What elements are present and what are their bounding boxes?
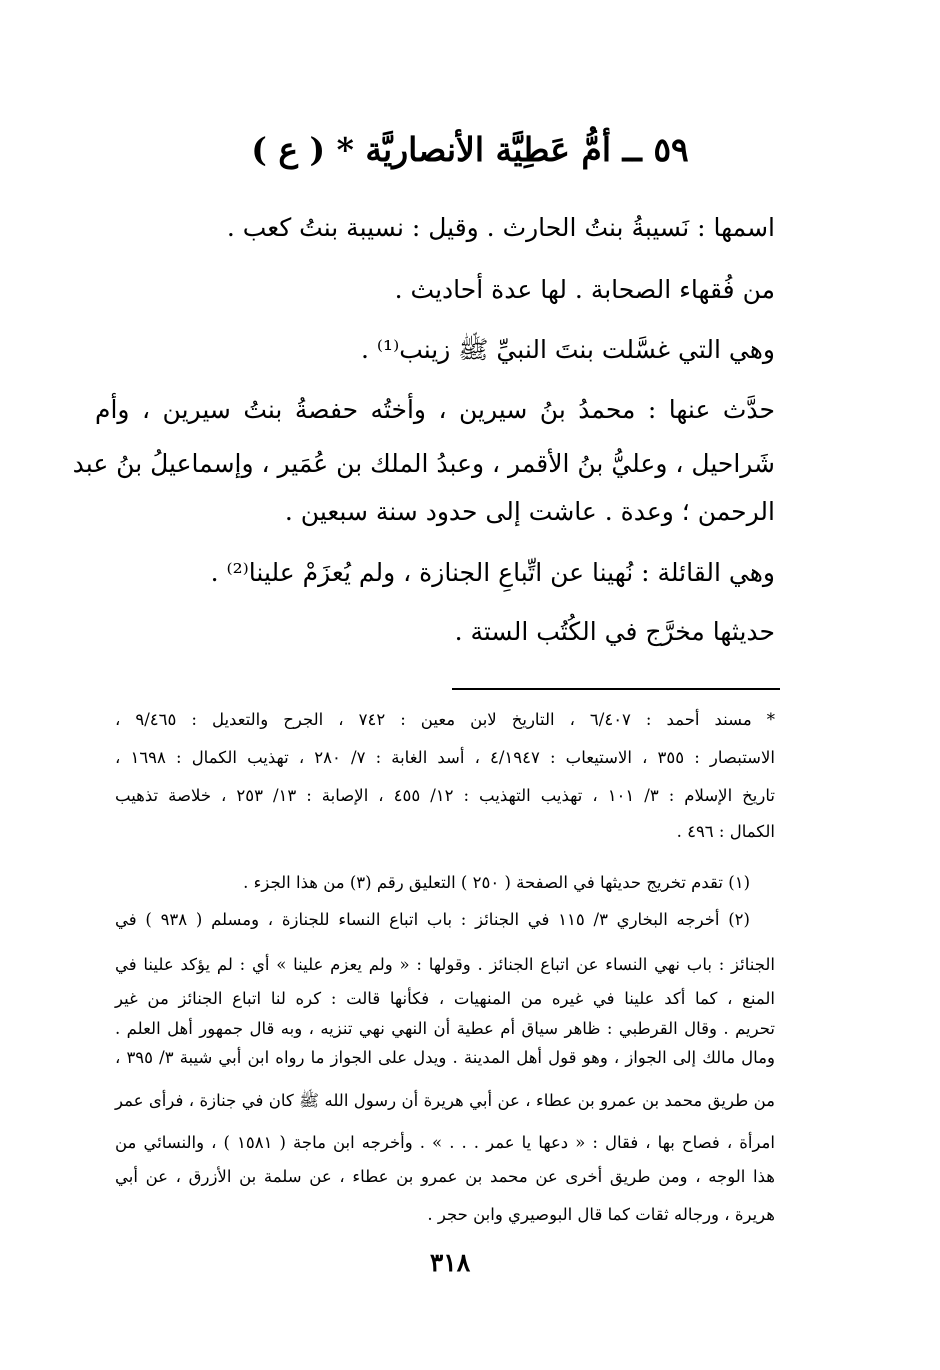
source-note-line: تاريخ الإسلام : ٣/ ١٠١ ، تهذيب التهذيب : ١٢/ ٤٥٥ ، الإصابة : ١٣/ ٢٥٣ ، خلاصة تذهيب	[115, 786, 775, 805]
footnote-separator	[452, 688, 780, 690]
source-note-line: الاستبصار : ٣٥٥ ، الاستيعاب : ٤/١٩٤٧ ، أسد الغابة : ٧/ ٢٨٠ ، تهذيب الكمال : ١٦٩٨ ،	[115, 748, 775, 767]
body-line: وهي التي غسَّلت بنتَ النبيِّ ﷺ زينب⁽¹⁾ .	[361, 335, 775, 364]
footnote-line: المنع ، كما أكد علينا في غيره من المنهيات ، فكأنها قالت : كره لنا اتباع الجنائز من غير	[115, 989, 775, 1008]
body-line: من فُقهاء الصحابة . لها عدة أحاديث .	[394, 275, 775, 304]
footnote-line: ومال مالك إلى الجواز ، وهو قول أهل المدينة . ويدل على الجواز ما رواه ابن أبي شيبة ٣/ ٣٩٥ ،	[115, 1048, 775, 1067]
footnote-line: تحريم . وقال القرطبي : ظاهر سياق أم عطية أن النهي نهي تنزيه ، وبه قال جمهور أهل العلم .	[115, 1019, 775, 1038]
footnote-line: (٢) أخرجه البخاري ٣/ ١١٥ في الجنائز : باب اتباع النساء للجنازة ، ومسلم ( ٩٣٨ ) في	[115, 910, 750, 929]
footnote-line: (١) تقدم تخريج حديثها في الصفحة ( ٢٥٠ ) التعليق رقم (٣) من هذا الجزء .	[243, 873, 750, 892]
entry-title: ٥٩ ــ أمُّ عَطِيَّة الأنصاريَّة * ( ع )	[251, 130, 689, 169]
footnote-line: هذا الوجه ، ومن طريق أخرى عن محمد بن عمرو بن عطاء ، عن سلمة بن الأزرق ، عن أبي	[115, 1167, 775, 1186]
body-line: اسمها : نَسيبةُ بنتُ الحارث . وقيل : نسيبة بنتُ كعب .	[226, 213, 775, 242]
footnote-line: امرأة ، فصاح بها ، فقال : « دعها يا عمر . . . » . وأخرجه ابن ماجة ( ١٥٨١ ) ، والنسائي من	[115, 1133, 775, 1152]
page-number: ٣١٨	[429, 1248, 471, 1277]
source-note-line: الكمال : ٤٩٦ .	[676, 822, 775, 841]
source-note-line: * مسند أحمد : ٦/٤٠٧ ، التاريخ لابن معين : ٧٤٢ ، الجرح والتعديل : ٩/٤٦٥ ،	[115, 710, 775, 729]
footnote-line: الجنائز : باب نهي النساء عن اتباع الجنائز . وقولها : « ولم يعزم علينا » أي : لم يؤكد علينا في	[115, 955, 775, 974]
footnote-line: هريرة ، ورجاله ثقات كما قال البوصيري وابن حجر .	[427, 1205, 775, 1224]
body-line: وهي القائلة : نُهينا عن اتِّباعِ الجنازة ، ولم يُعزَمْ علينا⁽²⁾ .	[210, 558, 775, 587]
body-line: حديثها مخرَّج في الكُتُب الستة .	[454, 617, 775, 646]
body-line: الرحمن ؛ وعدة . عاشت إلى حدود سنة سبعين .	[284, 497, 775, 526]
footnote-line: من طريق محمد بن عمرو بن عطاء ، عن أبي هريرة أن رسول الله ﷺ كان في جنازة ، فرأى عمر	[115, 1091, 775, 1110]
body-line: حدَّث عنها : محمدُ بنُ سيرين ، وأختُه حفصةُ بنتُ سيرين ، وأم	[95, 395, 775, 424]
body-line: شَراحيل ، وعليُّ بنُ الأقمر ، وعبدُ الملك بن عُمَير ، وإسماعيلُ بنُ عبد	[72, 449, 775, 478]
